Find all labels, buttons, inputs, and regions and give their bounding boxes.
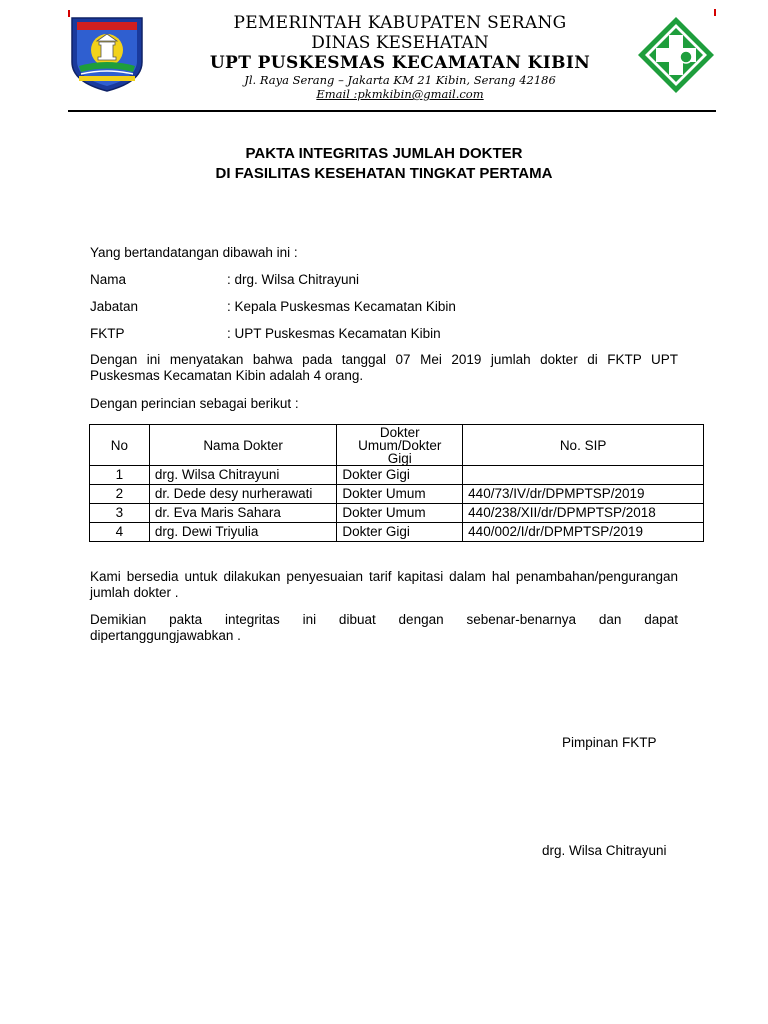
closing-paragraph2-line2: dipertanggungjawabkan . (90, 628, 241, 643)
intro-text: Yang bertandatangan dibawah ini : (90, 245, 298, 260)
table-row (90, 523, 704, 542)
statement-line2: Puskesmas Kecamatan Kibin adalah 4 orang. (90, 368, 364, 383)
cell-no: 1 (90, 466, 150, 485)
field-value-name: : drg. Wilsa Chitrayuni (227, 272, 360, 287)
cell-doctor-name: dr. Dede desy nurherawati (149, 485, 336, 504)
cell-doctor-name: drg. Dewi Triyulia (149, 523, 336, 542)
closing-paragraph1-line2: jumlah dokter . (90, 585, 179, 600)
regency-crest-logo (69, 16, 145, 92)
header-no: No (90, 425, 150, 466)
document-title-line1: PAKTA INTEGRITAS JUMLAH DOKTER (245, 145, 523, 162)
puskesmas-logo (636, 15, 716, 95)
header-type-line2: Umum/Dokter (358, 437, 442, 453)
cell-sip: 440/238/XII/dr/DPMPTSP/2018 (463, 504, 704, 523)
header-type-line3: Gigi (387, 450, 412, 466)
cell-sip (463, 466, 704, 485)
cell-no: 2 (90, 485, 150, 504)
cell-sip: 440/73/IV/dr/DPMPTSP/2019 (463, 485, 704, 504)
field-value-fktp: : UPT Puskesmas Kecamatan Kibin (227, 326, 441, 341)
letterhead-department: DINAS KESEHATAN (311, 33, 489, 53)
table-row (90, 504, 704, 523)
header-doctor-type (337, 425, 463, 466)
field-value-position: : Kepala Puskesmas Kecamatan Kibin (227, 299, 456, 314)
cell-doctor-type: Dokter Gigi (337, 466, 463, 485)
cell-doctor-name: dr. Eva Maris Sahara (149, 504, 336, 523)
header-type-line1: Dokter (379, 424, 420, 440)
doctor-table (89, 424, 704, 542)
letterhead-address: Jl. Raya Serang – Jakarta KM 21 Kibin, Serang 42186 (244, 73, 556, 87)
cell-no: 3 (90, 504, 150, 523)
field-label-fktp: FKTP (90, 326, 125, 341)
table-row (90, 466, 704, 485)
cell-sip: 440/002/I/dr/DPMPTSP/2019 (463, 523, 704, 542)
letterhead-unit: UPT PUSKESMAS KECAMATAN KIBIN (209, 53, 591, 73)
field-label-position: Jabatan (90, 299, 139, 314)
letterhead-divider (68, 110, 716, 112)
statement-line1: Dengan ini menyatakan bahwa pada tanggal 07 Mei 2019 jumlah dokter di FKTP UPT (90, 352, 678, 367)
closing-paragraph2-line1: Demikian pakta integritas ini dibuat dengan sebenar-benarnya dan dapat (90, 612, 678, 627)
letterhead-government: PEMERINTAH KABUPATEN SERANG (233, 13, 567, 33)
cell-doctor-type: Dokter Gigi (337, 523, 463, 542)
header-doctor-name: Nama Dokter (149, 425, 336, 466)
signature-name: drg. Wilsa Chitrayuni (542, 843, 667, 858)
table-header-row (90, 425, 704, 466)
cell-no: 4 (90, 523, 150, 542)
signature-role: Pimpinan FKTP (562, 735, 657, 750)
cell-doctor-type: Dokter Umum (337, 485, 463, 504)
header-sip: No. SIP (463, 425, 704, 466)
document-title-line2: DI FASILITAS KESEHATAN TINGKAT PERTAMA (215, 165, 553, 182)
field-label-name: Nama (90, 272, 127, 287)
cell-doctor-type: Dokter Umum (337, 504, 463, 523)
table-row (90, 485, 704, 504)
letterhead-email: Email :pkmkibin@gmail.com (316, 87, 484, 101)
closing-paragraph1-line1: Kami bersedia untuk dilakukan penyesuaian tarif kapitasi dalam hal penambahan/pengurangan (90, 569, 678, 584)
cell-doctor-name: drg. Wilsa Chitrayuni (149, 466, 336, 485)
detail-intro: Dengan perincian sebagai berikut : (90, 396, 299, 411)
